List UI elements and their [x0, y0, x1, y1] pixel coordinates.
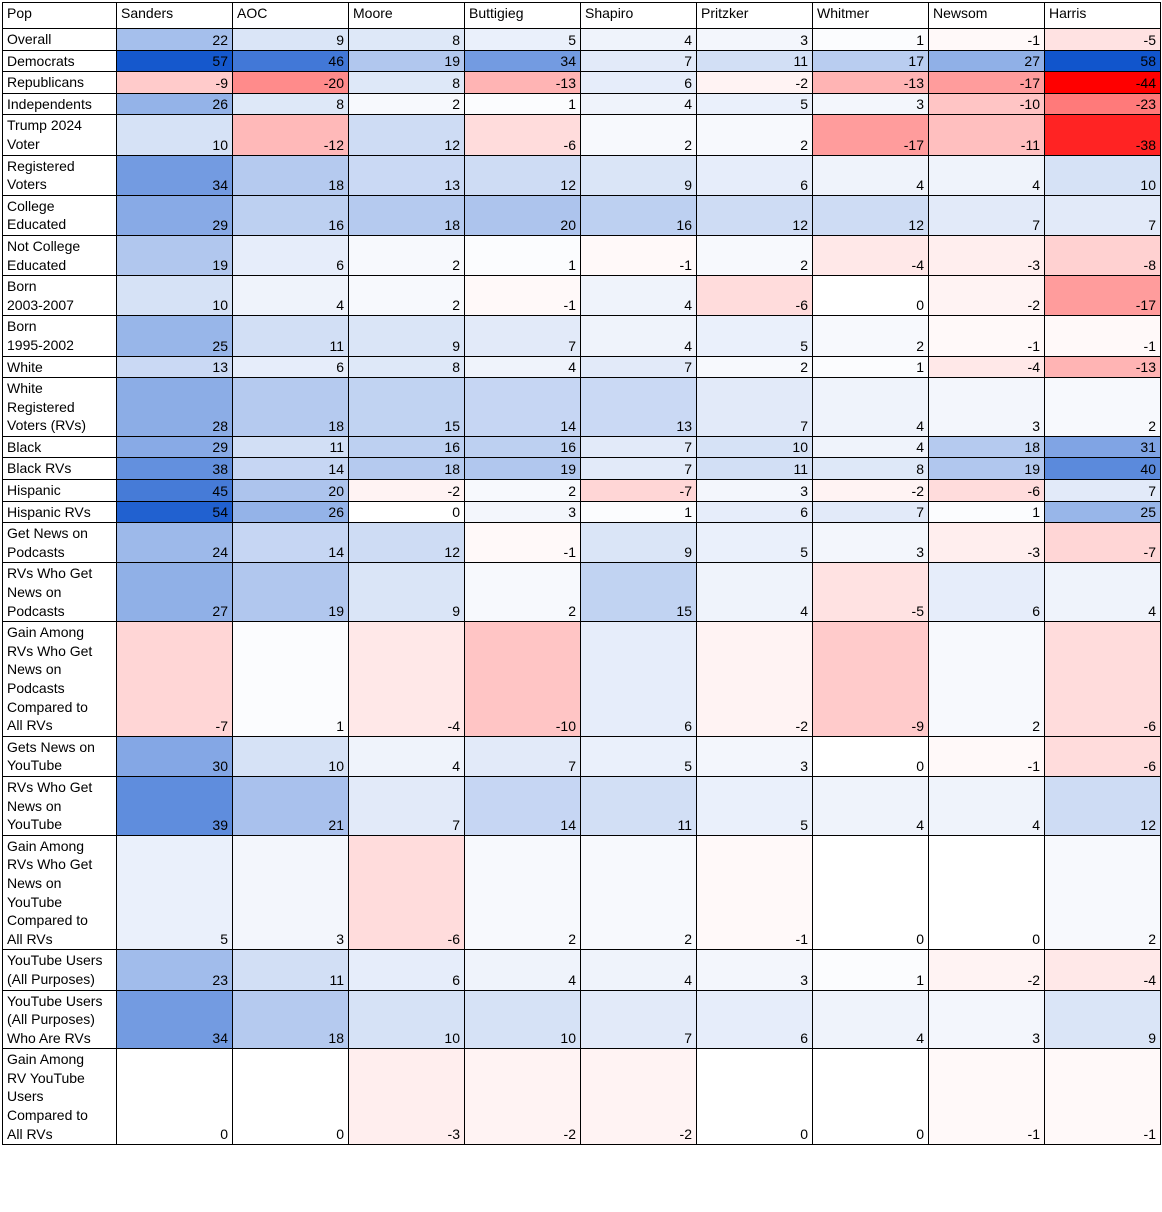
- heatmap-cell: 2: [465, 563, 581, 622]
- heatmap-cell: -5: [813, 563, 929, 622]
- heatmap-cell: -9: [813, 622, 929, 737]
- heatmap-cell: 4: [813, 776, 929, 835]
- table-row: [3, 736, 1161, 776]
- table-row: [3, 950, 1161, 990]
- heatmap-cell: 4: [581, 93, 697, 115]
- heatmap-cell: -1: [929, 1049, 1045, 1145]
- heatmap-cell: 3: [697, 736, 813, 776]
- heatmap-cell: 2: [581, 835, 697, 950]
- heatmap-cell: 2: [465, 835, 581, 950]
- heatmap-cell: 1: [233, 622, 349, 737]
- heatmap-cell: 9: [581, 523, 697, 563]
- heatmap-cell: 0: [813, 835, 929, 950]
- heatmap-cell: 4: [465, 950, 581, 990]
- table-row: [3, 622, 1161, 737]
- heatmap-cell: -7: [117, 622, 233, 737]
- heatmap-cell: 2: [349, 93, 465, 115]
- heatmap-cell: 18: [233, 990, 349, 1049]
- heatmap-cell: -4: [929, 356, 1045, 378]
- heatmap-cell: -1: [1045, 316, 1161, 356]
- table-row: [3, 195, 1161, 235]
- row-label: RVs Who Get News on Podcasts: [3, 563, 117, 622]
- heatmap-cell: 3: [697, 480, 813, 502]
- heatmap-cell: 18: [233, 155, 349, 195]
- table-row: [3, 356, 1161, 378]
- heatmap-cell: 11: [233, 436, 349, 458]
- heatmap-cell: 3: [813, 523, 929, 563]
- heatmap-cell: 16: [233, 195, 349, 235]
- heatmap-cell: 2: [349, 235, 465, 275]
- table-row: [3, 155, 1161, 195]
- heatmap-cell: 25: [1045, 501, 1161, 523]
- row-label: Hispanic RVs: [3, 501, 117, 523]
- heatmap-cell: -1: [929, 736, 1045, 776]
- heatmap-cell: -2: [697, 72, 813, 94]
- heatmap-cell: 12: [697, 195, 813, 235]
- heatmap-cell: -1: [697, 835, 813, 950]
- heatmap-cell: 2: [697, 235, 813, 275]
- heatmap-cell: 18: [349, 458, 465, 480]
- heatmap-cell: 7: [581, 356, 697, 378]
- heatmap-cell: -17: [929, 72, 1045, 94]
- heatmap-cell: 2: [581, 115, 697, 155]
- heatmap-cell: 8: [233, 93, 349, 115]
- heatmap-cell: -6: [349, 835, 465, 950]
- heatmap-cell: 4: [349, 736, 465, 776]
- heatmap-cell: -6: [465, 115, 581, 155]
- heatmap-cell: 27: [117, 563, 233, 622]
- table-row: [3, 436, 1161, 458]
- row-label: Get News on Podcasts: [3, 523, 117, 563]
- heatmap-cell: 16: [581, 195, 697, 235]
- heatmap-cell: 6: [233, 235, 349, 275]
- heatmap-cell: 3: [929, 990, 1045, 1049]
- heatmap-cell: 0: [697, 1049, 813, 1145]
- heatmap-cell: 19: [117, 235, 233, 275]
- row-label: Registered Voters: [3, 155, 117, 195]
- heatmap-cell: 14: [233, 458, 349, 480]
- heatmap-cell: 10: [117, 276, 233, 316]
- row-label: Born 2003-2007: [3, 276, 117, 316]
- row-label: Gain Among RV YouTube Users Compared to All RVs: [3, 1049, 117, 1145]
- heatmap-cell: 7: [581, 458, 697, 480]
- heatmap-cell: 4: [813, 436, 929, 458]
- table-row: [3, 501, 1161, 523]
- row-label: Gain Among RVs Who Get News on YouTube Compared to All RVs: [3, 835, 117, 950]
- table-row: [3, 29, 1161, 51]
- heatmap-cell: 7: [1045, 480, 1161, 502]
- heatmap-cell: 5: [697, 93, 813, 115]
- heatmap-cell: -2: [813, 480, 929, 502]
- row-label: Gain Among RVs Who Get News on Podcasts Compared to All RVs: [3, 622, 117, 737]
- heatmap-cell: 12: [349, 523, 465, 563]
- heatmap-cell: 4: [697, 563, 813, 622]
- row-label: Black: [3, 436, 117, 458]
- heatmap-cell: 1: [465, 235, 581, 275]
- row-label: Republicans: [3, 72, 117, 94]
- heatmap-cell: 8: [813, 458, 929, 480]
- heatmap-cell: 15: [349, 378, 465, 437]
- heatmap-cell: -4: [1045, 950, 1161, 990]
- heatmap-cell: 11: [581, 776, 697, 835]
- row-label: YouTube Users (All Purposes): [3, 950, 117, 990]
- heatmap-cell: -2: [929, 950, 1045, 990]
- heatmap-cell: 31: [1045, 436, 1161, 458]
- heatmap-cell: 16: [349, 436, 465, 458]
- heatmap-cell: 14: [465, 378, 581, 437]
- heatmap-cell: 0: [813, 1049, 929, 1145]
- heatmap-cell: 10: [465, 990, 581, 1049]
- table-row: [3, 523, 1161, 563]
- column-header-pritzker: Pritzker: [697, 3, 813, 29]
- heatmap-cell: 7: [581, 50, 697, 72]
- heatmap-cell: 3: [813, 93, 929, 115]
- heatmap-cell: 1: [581, 501, 697, 523]
- heatmap-cell: 6: [697, 501, 813, 523]
- heatmap-cell: 15: [581, 563, 697, 622]
- heatmap-cell: 13: [117, 356, 233, 378]
- heatmap-cell: 18: [349, 195, 465, 235]
- heatmap-cell: 9: [581, 155, 697, 195]
- table-row: [3, 72, 1161, 94]
- heatmap-cell: 25: [117, 316, 233, 356]
- heatmap-cell: 5: [697, 523, 813, 563]
- heatmap-cell: -1: [465, 523, 581, 563]
- heatmap-cell: 9: [349, 316, 465, 356]
- heatmap-cell: 9: [1045, 990, 1161, 1049]
- heatmap-cell: -1: [929, 316, 1045, 356]
- heatmap-cell: 12: [1045, 776, 1161, 835]
- heatmap-cell: -17: [1045, 276, 1161, 316]
- heatmap-cell: 7: [581, 436, 697, 458]
- heatmap-cell: 20: [233, 480, 349, 502]
- heatmap-cell: 11: [233, 950, 349, 990]
- heatmap-cell: -20: [233, 72, 349, 94]
- heatmap-cell: 1: [465, 93, 581, 115]
- heatmap-cell: -6: [697, 276, 813, 316]
- heatmap-cell: 2: [697, 115, 813, 155]
- heatmap-cell: 2: [929, 622, 1045, 737]
- table-row: [3, 1049, 1161, 1145]
- heatmap-cell: 19: [465, 458, 581, 480]
- heatmap-cell: 38: [117, 458, 233, 480]
- heatmap-cell: 9: [349, 563, 465, 622]
- row-label: Gets News on YouTube: [3, 736, 117, 776]
- heatmap-cell: -12: [233, 115, 349, 155]
- heatmap-cell: 9: [233, 29, 349, 51]
- table-row: [3, 776, 1161, 835]
- heatmap-cell: 26: [233, 501, 349, 523]
- heatmap-cell: 27: [929, 50, 1045, 72]
- heatmap-cell: 58: [1045, 50, 1161, 72]
- heatmap-cell: 2: [813, 316, 929, 356]
- heatmap-body: [3, 29, 1161, 1145]
- heatmap-cell: 4: [581, 316, 697, 356]
- table-row: [3, 378, 1161, 437]
- table-row: [3, 115, 1161, 155]
- heatmap-cell: -3: [349, 1049, 465, 1145]
- heatmap-cell: 13: [349, 155, 465, 195]
- heatmap-cell: 7: [465, 736, 581, 776]
- heatmap-cell: -4: [813, 235, 929, 275]
- heatmap-cell: 10: [117, 115, 233, 155]
- heatmap-cell: -5: [1045, 29, 1161, 51]
- heatmap-cell: -10: [465, 622, 581, 737]
- heatmap-cell: -6: [929, 480, 1045, 502]
- table-row: [3, 990, 1161, 1049]
- heatmap-cell: 8: [349, 356, 465, 378]
- heatmap-cell: 4: [813, 990, 929, 1049]
- heatmap-cell: 57: [117, 50, 233, 72]
- heatmap-cell: 10: [349, 990, 465, 1049]
- heatmap-cell: 2: [349, 276, 465, 316]
- heatmap-cell: 16: [465, 436, 581, 458]
- table-row: [3, 235, 1161, 275]
- heatmap-cell: -7: [1045, 523, 1161, 563]
- heatmap-cell: 18: [233, 378, 349, 437]
- table-row: [3, 93, 1161, 115]
- heatmap-cell: 22: [117, 29, 233, 51]
- row-label: Democrats: [3, 50, 117, 72]
- heatmap-cell: 4: [813, 378, 929, 437]
- heatmap-cell: 8: [349, 29, 465, 51]
- heatmap-cell: -6: [1045, 736, 1161, 776]
- heatmap-cell: 1: [929, 501, 1045, 523]
- column-header-whitmer: Whitmer: [813, 3, 929, 29]
- heatmap-cell: 6: [697, 990, 813, 1049]
- heatmap-cell: -1: [1045, 1049, 1161, 1145]
- heatmap-cell: 7: [581, 990, 697, 1049]
- heatmap-cell: 7: [1045, 195, 1161, 235]
- heatmap-cell: 1: [813, 29, 929, 51]
- heatmap-cell: 20: [465, 195, 581, 235]
- row-label: Black RVs: [3, 458, 117, 480]
- row-label: White: [3, 356, 117, 378]
- heatmap-cell: -13: [465, 72, 581, 94]
- heatmap-cell: 5: [465, 29, 581, 51]
- column-header-harris: Harris: [1045, 3, 1161, 29]
- heatmap-cell: 4: [581, 950, 697, 990]
- table-row: [3, 563, 1161, 622]
- heatmap-table: [2, 2, 1161, 1145]
- heatmap-cell: 0: [233, 1049, 349, 1145]
- heatmap-cell: 4: [581, 276, 697, 316]
- heatmap-cell: 28: [117, 378, 233, 437]
- heatmap-cell: 12: [465, 155, 581, 195]
- heatmap-cell: 10: [233, 736, 349, 776]
- heatmap-cell: 19: [233, 563, 349, 622]
- heatmap-cell: 5: [581, 736, 697, 776]
- heatmap-cell: 0: [929, 835, 1045, 950]
- heatmap-cell: 4: [1045, 563, 1161, 622]
- heatmap-cell: -13: [1045, 356, 1161, 378]
- heatmap-cell: 7: [697, 378, 813, 437]
- heatmap-cell: 24: [117, 523, 233, 563]
- heatmap-cell: 14: [465, 776, 581, 835]
- heatmap-cell: 13: [581, 378, 697, 437]
- heatmap-cell: -38: [1045, 115, 1161, 155]
- heatmap-cell: -13: [813, 72, 929, 94]
- heatmap-cell: 4: [581, 29, 697, 51]
- heatmap-cell: 2: [465, 480, 581, 502]
- heatmap-cell: 2: [697, 356, 813, 378]
- heatmap-cell: 14: [233, 523, 349, 563]
- heatmap-cell: 34: [117, 990, 233, 1049]
- heatmap-cell: -3: [929, 235, 1045, 275]
- heatmap-cell: 19: [349, 50, 465, 72]
- heatmap-cell: 29: [117, 436, 233, 458]
- heatmap-cell: 4: [233, 276, 349, 316]
- row-label: White Registered Voters (RVs): [3, 378, 117, 437]
- heatmap-cell: 45: [117, 480, 233, 502]
- heatmap-cell: 5: [117, 835, 233, 950]
- heatmap-cell: -2: [465, 1049, 581, 1145]
- heatmap-cell: 6: [929, 563, 1045, 622]
- heatmap-cell: 34: [117, 155, 233, 195]
- heatmap-cell: 6: [233, 356, 349, 378]
- heatmap-cell: 12: [349, 115, 465, 155]
- heatmap-cell: 8: [349, 72, 465, 94]
- row-label: Trump 2024 Voter: [3, 115, 117, 155]
- heatmap-cell: -2: [581, 1049, 697, 1145]
- table-row: [3, 316, 1161, 356]
- heatmap-cell: -11: [929, 115, 1045, 155]
- heatmap-cell: 12: [813, 195, 929, 235]
- heatmap-cell: -7: [581, 480, 697, 502]
- row-label: Born 1995-2002: [3, 316, 117, 356]
- row-label: Hispanic: [3, 480, 117, 502]
- heatmap-cell: -9: [117, 72, 233, 94]
- heatmap-cell: 6: [581, 622, 697, 737]
- heatmap-cell: 3: [233, 835, 349, 950]
- heatmap-cell: -6: [1045, 622, 1161, 737]
- heatmap-cell: 19: [929, 458, 1045, 480]
- row-label: Independents: [3, 93, 117, 115]
- heatmap-cell: 40: [1045, 458, 1161, 480]
- heatmap-cell: 10: [1045, 155, 1161, 195]
- heatmap-cell: 0: [813, 276, 929, 316]
- heatmap-cell: -1: [465, 276, 581, 316]
- table-row: [3, 458, 1161, 480]
- heatmap-cell: -17: [813, 115, 929, 155]
- heatmap-cell: 4: [813, 155, 929, 195]
- heatmap-cell: 7: [813, 501, 929, 523]
- heatmap-cell: 4: [929, 155, 1045, 195]
- heatmap-cell: 11: [697, 50, 813, 72]
- heatmap-cell: 7: [349, 776, 465, 835]
- heatmap-cell: 0: [117, 1049, 233, 1145]
- heatmap-cell: 4: [465, 356, 581, 378]
- heatmap-cell: -3: [929, 523, 1045, 563]
- heatmap-cell: 1: [813, 950, 929, 990]
- heatmap-cell: 2: [1045, 378, 1161, 437]
- heatmap-cell: 2: [1045, 835, 1161, 950]
- heatmap-cell: 39: [117, 776, 233, 835]
- heatmap-cell: 0: [349, 501, 465, 523]
- heatmap-cell: 4: [929, 776, 1045, 835]
- heatmap-cell: 5: [697, 776, 813, 835]
- heatmap-cell: 21: [233, 776, 349, 835]
- heatmap-cell: -8: [1045, 235, 1161, 275]
- column-header-aoc: AOC: [233, 3, 349, 29]
- heatmap-cell: -1: [581, 235, 697, 275]
- heatmap-cell: -2: [349, 480, 465, 502]
- heatmap-cell: 18: [929, 436, 1045, 458]
- column-header-buttigieg: Buttigieg: [465, 3, 581, 29]
- heatmap-cell: 7: [465, 316, 581, 356]
- heatmap-cell: 3: [929, 378, 1045, 437]
- heatmap-cell: 34: [465, 50, 581, 72]
- heatmap-cell: -23: [1045, 93, 1161, 115]
- heatmap-cell: 46: [233, 50, 349, 72]
- heatmap-cell: 3: [465, 501, 581, 523]
- heatmap-cell: 6: [697, 155, 813, 195]
- heatmap-cell: 0: [813, 736, 929, 776]
- row-label: RVs Who Get News on YouTube: [3, 776, 117, 835]
- heatmap-cell: 7: [929, 195, 1045, 235]
- heatmap-cell: 29: [117, 195, 233, 235]
- heatmap-cell: 11: [697, 458, 813, 480]
- row-label: Not College Educated: [3, 235, 117, 275]
- heatmap-cell: 17: [813, 50, 929, 72]
- heatmap-cell: 23: [117, 950, 233, 990]
- heatmap-cell: 54: [117, 501, 233, 523]
- heatmap-cell: -2: [697, 622, 813, 737]
- heatmap-cell: 3: [697, 950, 813, 990]
- heatmap-cell: -2: [929, 276, 1045, 316]
- row-label: Overall: [3, 29, 117, 51]
- table-row: [3, 480, 1161, 502]
- heatmap-cell: -4: [349, 622, 465, 737]
- heatmap-cell: -44: [1045, 72, 1161, 94]
- column-header-newsom: Newsom: [929, 3, 1045, 29]
- heatmap-cell: -1: [929, 29, 1045, 51]
- table-row: [3, 276, 1161, 316]
- column-header-moore: Moore: [349, 3, 465, 29]
- heatmap-cell: 1: [813, 356, 929, 378]
- heatmap-cell: 26: [117, 93, 233, 115]
- heatmap-cell: 3: [697, 29, 813, 51]
- row-label: YouTube Users (All Purposes) Who Are RVs: [3, 990, 117, 1049]
- heatmap-cell: -10: [929, 93, 1045, 115]
- heatmap-cell: 6: [581, 72, 697, 94]
- table-row: [3, 835, 1161, 950]
- column-header-shapiro: Shapiro: [581, 3, 697, 29]
- column-header-sanders: Sanders: [117, 3, 233, 29]
- row-label: College Educated: [3, 195, 117, 235]
- heatmap-cell: 30: [117, 736, 233, 776]
- heatmap-cell: 10: [697, 436, 813, 458]
- table-row: [3, 50, 1161, 72]
- header-row: [3, 3, 1161, 29]
- heatmap-cell: 5: [697, 316, 813, 356]
- heatmap-cell: 6: [349, 950, 465, 990]
- corner-header: Pop: [3, 3, 117, 29]
- heatmap-cell: 11: [233, 316, 349, 356]
